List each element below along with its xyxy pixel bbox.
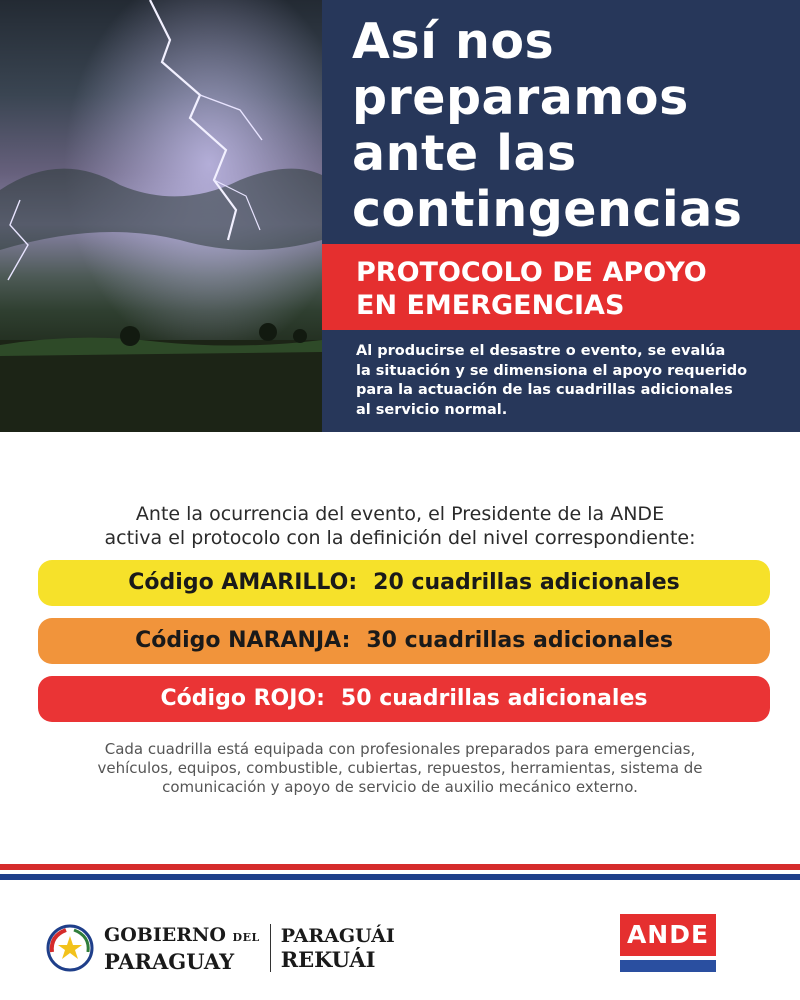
title-line: contingencias <box>352 181 743 238</box>
logo-divider <box>270 924 271 972</box>
intro-line: para la actuación de las cuadrillas adicionales <box>356 382 733 398</box>
government-name <box>104 923 260 974</box>
protocol-banner <box>322 244 800 330</box>
gov-line1-small: DEL <box>232 930 260 944</box>
code-label: Código AMARILLO: <box>128 570 358 595</box>
title-line: preparamos <box>352 69 689 126</box>
lead-line: Ante la ocurrencia del evento, el Presidente de la ANDE <box>135 503 665 525</box>
slogan-line1: PARAGUÁI <box>280 925 395 947</box>
banner-line: EN EMERGENCIAS <box>356 290 625 321</box>
gov-line2: PARAGUAY <box>104 948 235 974</box>
slogan-line2: REKUÁI <box>280 947 376 972</box>
storm-photo <box>0 0 322 432</box>
lead-text <box>20 502 780 550</box>
intro-line: la situación y se dimensiona el apoyo requerido <box>356 362 748 379</box>
intro-line: al servicio normal. <box>356 401 508 418</box>
code-orange-pill <box>38 618 770 664</box>
national-seal-icon <box>44 922 96 974</box>
header-section <box>0 0 800 432</box>
ande-logo-blue-bar <box>620 960 716 972</box>
code-value: 50 cuadrillas adicionales <box>340 686 648 711</box>
government-logo <box>44 920 395 976</box>
ande-logo <box>620 914 716 974</box>
ande-logo-text: ANDE <box>620 914 716 956</box>
footnote-line: vehículos, equipos, combustible, cubiertas, repuestos, herramientas, sistema de <box>97 759 703 777</box>
intro-line: Al producirse el desastre o evento, se evalúa <box>356 343 726 359</box>
title-line: Así nos <box>352 13 555 70</box>
lead-line: activa el protocolo con la definición del nivel correspondiente: <box>104 527 696 549</box>
page-title <box>352 14 792 238</box>
slogan <box>281 924 395 972</box>
footnote-text <box>20 740 780 797</box>
footnote-line: comunicación y apoyo de servicio de auxilio mecánico externo. <box>162 778 638 796</box>
title-line: ante las <box>352 125 577 182</box>
footnote-line: Cada cuadrilla está equipada con profesionales preparados para emergencias, <box>104 740 696 758</box>
gov-line1: GOBIERNO <box>104 923 226 946</box>
lightning-icon <box>0 0 322 432</box>
code-value: 30 cuadrillas adicionales <box>366 628 673 653</box>
code-yellow-pill <box>38 560 770 606</box>
code-red-pill <box>38 676 770 722</box>
banner-line: PROTOCOLO DE APOYO <box>356 257 707 288</box>
code-value: 20 cuadrillas adicionales <box>373 570 680 595</box>
intro-text <box>356 342 796 420</box>
code-label: Código ROJO: <box>160 686 325 711</box>
code-label: Código NARANJA: <box>135 628 351 653</box>
flag-stripe-blue <box>0 874 800 880</box>
